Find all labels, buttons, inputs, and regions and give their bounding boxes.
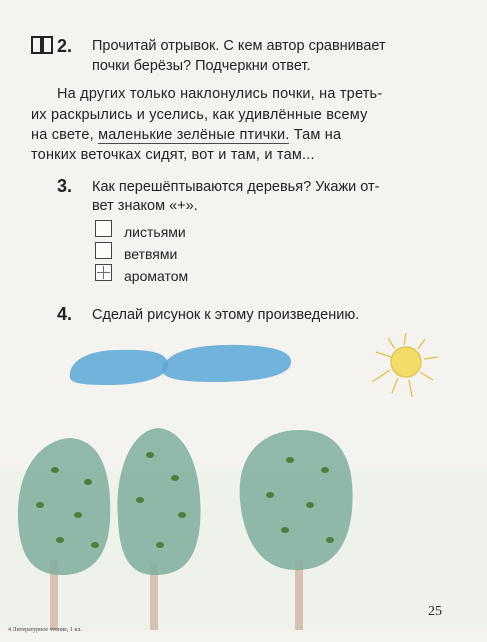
- task4-text-line1: Сделай рисунок к этому произведению.: [92, 307, 360, 323]
- page-number: 25: [428, 604, 442, 619]
- cloud-left: [70, 350, 168, 385]
- task3-text-line2: вет знаком «+».: [92, 198, 198, 214]
- option-label-3: ароматом: [124, 268, 189, 284]
- sun: [372, 333, 438, 397]
- task2-number: 2.: [57, 36, 73, 56]
- passage-line2: их раскрылись и уселись, как удивлённые всему: [31, 107, 368, 123]
- task2-text-line1: Прочитай отрывок. С кем автор сравнивает: [92, 38, 386, 54]
- underlined-answer: маленькие зелёные птички.: [98, 127, 290, 143]
- passage-line1: На других только наклонулись почки, на треть-: [57, 86, 383, 102]
- task3-text-line1: Как перешёптываются деревья? Укажи от-: [92, 179, 380, 195]
- footer-book-title: 4 Литературное чтение, 1 кл.: [8, 627, 82, 633]
- cloud-right: [162, 345, 291, 382]
- passage-line3-end: Там на: [289, 127, 342, 143]
- task2-text-line2: почки берёзы? Подчеркни ответ.: [92, 58, 311, 74]
- option-label-1: листьями: [124, 224, 186, 240]
- task3-number: 3.: [57, 176, 73, 196]
- passage-line3-start: на свете,: [31, 127, 99, 143]
- passage-line4: тонких веточках сидят, вот и там, и там...: [31, 147, 315, 163]
- option-label-2: ветвями: [124, 246, 178, 262]
- task4-number: 4.: [57, 304, 73, 324]
